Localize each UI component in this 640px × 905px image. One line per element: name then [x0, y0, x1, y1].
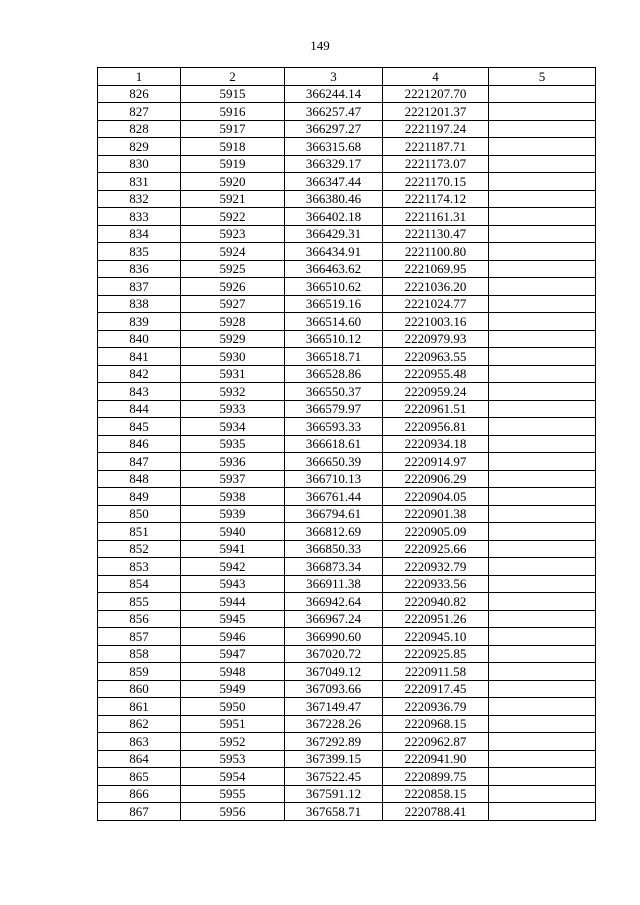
header-cell-2: 2: [181, 68, 285, 86]
table-cell-col-2: 5955: [181, 785, 285, 803]
table-cell-col-2: 5929: [181, 330, 285, 348]
table-cell-col-3: 367522.45: [285, 768, 383, 786]
table-row: [98, 383, 596, 401]
table-row: [98, 698, 596, 716]
table-cell-col-4: 2220941.90: [383, 750, 489, 768]
table-cell-col-3: 366347.44: [285, 173, 383, 191]
table-cell-col-5: [489, 418, 596, 436]
table-row: [98, 313, 596, 331]
table-cell-col-3: 366514.60: [285, 313, 383, 331]
table-row: [98, 558, 596, 576]
table-cell-col-1: 843: [98, 383, 181, 401]
table-body: [98, 85, 596, 820]
table-cell-col-4: 2221003.16: [383, 313, 489, 331]
table-cell-col-5: [489, 470, 596, 488]
table-cell-col-4: 2220788.41: [383, 803, 489, 821]
table-cell-col-1: 851: [98, 523, 181, 541]
table-row: [98, 348, 596, 366]
table-cell-col-3: 366434.91: [285, 243, 383, 261]
table-cell-col-2: 5939: [181, 505, 285, 523]
table-cell-col-3: 366463.62: [285, 260, 383, 278]
table-cell-col-1: 860: [98, 680, 181, 698]
table-cell-col-3: 366518.71: [285, 348, 383, 366]
table-cell-col-4: 2220899.75: [383, 768, 489, 786]
table-cell-col-2: 5942: [181, 558, 285, 576]
table-cell-col-2: 5956: [181, 803, 285, 821]
header-cell-5: 5: [489, 68, 596, 86]
table-cell-col-5: [489, 85, 596, 103]
table-cell-col-2: 5953: [181, 750, 285, 768]
table-row: [98, 540, 596, 558]
table-cell-col-5: [489, 768, 596, 786]
page-number: 149: [310, 38, 330, 53]
table-row: [98, 593, 596, 611]
table-cell-col-3: 366297.27: [285, 120, 383, 138]
table-cell-col-4: 2220904.05: [383, 488, 489, 506]
table-cell-col-3: 366519.16: [285, 295, 383, 313]
table-cell-col-1: 832: [98, 190, 181, 208]
table-cell-col-2: 5940: [181, 523, 285, 541]
table-cell-col-2: 5943: [181, 575, 285, 593]
table-cell-col-3: 366550.37: [285, 383, 383, 401]
table-cell-col-1: 840: [98, 330, 181, 348]
table-cell-col-5: [489, 785, 596, 803]
table-cell-col-5: [489, 663, 596, 681]
table-cell-col-2: 5930: [181, 348, 285, 366]
table-cell-col-4: 2220968.15: [383, 715, 489, 733]
table-cell-col-4: 2220934.18: [383, 435, 489, 453]
table-cell-col-2: 5935: [181, 435, 285, 453]
table-cell-col-1: 837: [98, 278, 181, 296]
table-cell-col-1: 838: [98, 295, 181, 313]
table-cell-col-5: [489, 610, 596, 628]
table-cell-col-4: 2220914.97: [383, 453, 489, 471]
table-cell-col-3: 366618.61: [285, 435, 383, 453]
table-cell-col-5: [489, 400, 596, 418]
table-cell-col-3: 367292.89: [285, 733, 383, 751]
table-cell-col-2: 5918: [181, 138, 285, 156]
table-cell-col-2: 5944: [181, 593, 285, 611]
table-cell-col-1: 830: [98, 155, 181, 173]
table-cell-col-3: 366911.38: [285, 575, 383, 593]
table-cell-col-3: 367399.15: [285, 750, 383, 768]
table-row: [98, 278, 596, 296]
table-row: [98, 488, 596, 506]
table-cell-col-1: 841: [98, 348, 181, 366]
table-cell-col-5: [489, 225, 596, 243]
table-cell-col-4: 2220963.55: [383, 348, 489, 366]
table-cell-col-4: 2221170.15: [383, 173, 489, 191]
table-cell-col-3: 366528.86: [285, 365, 383, 383]
table-cell-col-2: 5952: [181, 733, 285, 751]
header-row: [98, 68, 596, 86]
table-cell-col-4: 2221130.47: [383, 225, 489, 243]
table-cell-col-1: 852: [98, 540, 181, 558]
table-cell-col-1: 859: [98, 663, 181, 681]
table-row: [98, 155, 596, 173]
table-cell-col-5: [489, 138, 596, 156]
table-cell-col-3: 367049.12: [285, 663, 383, 681]
table-cell-col-4: 2220925.66: [383, 540, 489, 558]
table-row: [98, 610, 596, 628]
table-row: [98, 575, 596, 593]
table-cell-col-4: 2220858.15: [383, 785, 489, 803]
table-row: [98, 785, 596, 803]
table-cell-col-4: 2220906.29: [383, 470, 489, 488]
table-cell-col-2: 5920: [181, 173, 285, 191]
table-row: [98, 453, 596, 471]
table-cell-col-5: [489, 365, 596, 383]
table-row: [98, 803, 596, 821]
table-cell-col-3: 366244.14: [285, 85, 383, 103]
table-cell-col-4: 2220901.38: [383, 505, 489, 523]
table-cell-col-5: [489, 103, 596, 121]
table-cell-col-5: [489, 313, 596, 331]
table-row: [98, 750, 596, 768]
table-cell-col-4: 2221187.71: [383, 138, 489, 156]
table-cell-col-1: 863: [98, 733, 181, 751]
table-cell-col-3: 366812.69: [285, 523, 383, 541]
table-row: [98, 120, 596, 138]
table-cell-col-4: 2221161.31: [383, 208, 489, 226]
table-cell-col-2: 5919: [181, 155, 285, 173]
table-cell-col-2: 5934: [181, 418, 285, 436]
table-cell-col-1: 842: [98, 365, 181, 383]
table-cell-col-5: [489, 558, 596, 576]
table-cell-col-4: 2221100.80: [383, 243, 489, 261]
table-cell-col-2: 5933: [181, 400, 285, 418]
table-row: [98, 663, 596, 681]
table-cell-col-5: [489, 593, 596, 611]
table-cell-col-4: 2220911.58: [383, 663, 489, 681]
table-row: [98, 628, 596, 646]
table-row: [98, 243, 596, 261]
table-row: [98, 138, 596, 156]
table-cell-col-1: 836: [98, 260, 181, 278]
table-cell-col-4: 2220925.85: [383, 645, 489, 663]
table-cell-col-1: 862: [98, 715, 181, 733]
coordinates-table: [97, 67, 596, 821]
table-row: [98, 680, 596, 698]
table-cell-col-5: [489, 173, 596, 191]
table-cell-col-2: 5948: [181, 663, 285, 681]
table-cell-col-4: 2221069.95: [383, 260, 489, 278]
table-cell-col-4: 2221024.77: [383, 295, 489, 313]
table-cell-col-2: 5950: [181, 698, 285, 716]
table-row: [98, 365, 596, 383]
table-row: [98, 190, 596, 208]
table-cell-col-1: 850: [98, 505, 181, 523]
table-cell-col-3: 366873.34: [285, 558, 383, 576]
table-cell-col-2: 5947: [181, 645, 285, 663]
table-cell-col-2: 5941: [181, 540, 285, 558]
table-cell-col-3: 366579.97: [285, 400, 383, 418]
table-cell-col-4: 2221201.37: [383, 103, 489, 121]
table-row: [98, 470, 596, 488]
table-cell-col-1: 826: [98, 85, 181, 103]
table-cell-col-4: 2220936.79: [383, 698, 489, 716]
table-cell-col-3: 366942.64: [285, 593, 383, 611]
table-cell-col-5: [489, 453, 596, 471]
table-cell-col-2: 5928: [181, 313, 285, 331]
table-cell-col-1: 854: [98, 575, 181, 593]
table-cell-col-1: 853: [98, 558, 181, 576]
table-cell-col-2: 5923: [181, 225, 285, 243]
table-row: [98, 330, 596, 348]
table-cell-col-4: 2220956.81: [383, 418, 489, 436]
table-cell-col-1: 856: [98, 610, 181, 628]
table-cell-col-3: 367093.66: [285, 680, 383, 698]
table-row: [98, 295, 596, 313]
table-cell-col-5: [489, 208, 596, 226]
table-cell-col-5: [489, 628, 596, 646]
table-cell-col-3: 366510.62: [285, 278, 383, 296]
table-cell-col-4: 2220962.87: [383, 733, 489, 751]
table-cell-col-2: 5916: [181, 103, 285, 121]
table-cell-col-5: [489, 120, 596, 138]
table-cell-col-4: 2221197.24: [383, 120, 489, 138]
table-row: [98, 208, 596, 226]
table-cell-col-1: 828: [98, 120, 181, 138]
table-cell-col-3: 367228.26: [285, 715, 383, 733]
table-cell-col-4: 2221174.12: [383, 190, 489, 208]
table-cell-col-3: 366967.24: [285, 610, 383, 628]
table-cell-col-3: 366510.12: [285, 330, 383, 348]
table-cell-col-2: 5926: [181, 278, 285, 296]
header-cell-1: 1: [98, 68, 181, 86]
table-cell-col-3: 366257.47: [285, 103, 383, 121]
table-cell-col-3: 366710.13: [285, 470, 383, 488]
table-cell-col-1: 844: [98, 400, 181, 418]
table-cell-col-1: 829: [98, 138, 181, 156]
table-cell-col-1: 867: [98, 803, 181, 821]
table-cell-col-5: [489, 243, 596, 261]
table-cell-col-5: [489, 645, 596, 663]
table-cell-col-4: 2220951.26: [383, 610, 489, 628]
table-cell-col-1: 834: [98, 225, 181, 243]
table-cell-col-4: 2220959.24: [383, 383, 489, 401]
table-cell-col-5: [489, 278, 596, 296]
table-cell-col-2: 5954: [181, 768, 285, 786]
table-cell-col-4: 2220955.48: [383, 365, 489, 383]
table-cell-col-2: 5915: [181, 85, 285, 103]
table-cell-col-2: 5945: [181, 610, 285, 628]
table-cell-col-1: 865: [98, 768, 181, 786]
table-cell-col-1: 831: [98, 173, 181, 191]
table-cell-col-3: 367658.71: [285, 803, 383, 821]
table-cell-col-2: 5917: [181, 120, 285, 138]
table-row: [98, 418, 596, 436]
table-cell-col-5: [489, 523, 596, 541]
table-cell-col-2: 5949: [181, 680, 285, 698]
table-row: [98, 768, 596, 786]
table-cell-col-2: 5931: [181, 365, 285, 383]
table-cell-col-1: 839: [98, 313, 181, 331]
table-cell-col-5: [489, 698, 596, 716]
table-cell-col-5: [489, 190, 596, 208]
table-row: [98, 225, 596, 243]
table-cell-col-2: 5938: [181, 488, 285, 506]
table-cell-col-3: 366429.31: [285, 225, 383, 243]
table-cell-col-1: 845: [98, 418, 181, 436]
table-cell-col-5: [489, 348, 596, 366]
table-cell-col-3: 366794.61: [285, 505, 383, 523]
table-cell-col-3: 367149.47: [285, 698, 383, 716]
table-cell-col-3: 367591.12: [285, 785, 383, 803]
header-cell-3: 3: [285, 68, 383, 86]
table-cell-col-5: [489, 260, 596, 278]
table-row: [98, 260, 596, 278]
table-cell-col-5: [489, 295, 596, 313]
table-cell-col-2: 5922: [181, 208, 285, 226]
table-cell-col-4: 2220945.10: [383, 628, 489, 646]
table-cell-col-1: 857: [98, 628, 181, 646]
table-cell-col-5: [489, 505, 596, 523]
table-cell-col-1: 847: [98, 453, 181, 471]
table-cell-col-1: 861: [98, 698, 181, 716]
table-cell-col-5: [489, 330, 596, 348]
table-cell-col-1: 827: [98, 103, 181, 121]
table-row: [98, 85, 596, 103]
table-cell-col-3: 366850.33: [285, 540, 383, 558]
table-cell-col-2: 5937: [181, 470, 285, 488]
table-cell-col-4: 2220940.82: [383, 593, 489, 611]
table-cell-col-5: [489, 803, 596, 821]
table-cell-col-1: 848: [98, 470, 181, 488]
table-header: [98, 68, 596, 86]
table-cell-col-4: 2221207.70: [383, 85, 489, 103]
table-cell-col-3: 366315.68: [285, 138, 383, 156]
table-cell-col-2: 5927: [181, 295, 285, 313]
table-cell-col-3: 366650.39: [285, 453, 383, 471]
table-cell-col-1: 835: [98, 243, 181, 261]
table-cell-col-2: 5924: [181, 243, 285, 261]
table-cell-col-4: 2220961.51: [383, 400, 489, 418]
table-cell-col-4: 2221173.07: [383, 155, 489, 173]
table-cell-col-1: 864: [98, 750, 181, 768]
table-cell-col-5: [489, 733, 596, 751]
table-cell-col-4: 2221036.20: [383, 278, 489, 296]
table-cell-col-5: [489, 383, 596, 401]
table-cell-col-3: 366329.17: [285, 155, 383, 173]
table-row: [98, 523, 596, 541]
table-cell-col-1: 833: [98, 208, 181, 226]
table-row: [98, 173, 596, 191]
table-cell-col-4: 2220979.93: [383, 330, 489, 348]
table-cell-col-5: [489, 435, 596, 453]
table-cell-col-2: 5946: [181, 628, 285, 646]
table-cell-col-1: 855: [98, 593, 181, 611]
table-cell-col-4: 2220932.79: [383, 558, 489, 576]
table-cell-col-3: 366402.18: [285, 208, 383, 226]
table-cell-col-1: 858: [98, 645, 181, 663]
table-cell-col-5: [489, 488, 596, 506]
table-cell-col-5: [489, 155, 596, 173]
table-cell-col-4: 2220917.45: [383, 680, 489, 698]
table-row: [98, 435, 596, 453]
table-cell-col-5: [489, 715, 596, 733]
table-row: [98, 505, 596, 523]
table-row: [98, 645, 596, 663]
table-cell-col-3: 366761.44: [285, 488, 383, 506]
table-cell-col-3: 366593.33: [285, 418, 383, 436]
table-cell-col-5: [489, 750, 596, 768]
table-cell-col-5: [489, 575, 596, 593]
table-cell-col-3: 367020.72: [285, 645, 383, 663]
table-cell-col-5: [489, 680, 596, 698]
table-cell-col-2: 5932: [181, 383, 285, 401]
table-cell-col-2: 5925: [181, 260, 285, 278]
table-row: [98, 400, 596, 418]
table-cell-col-1: 846: [98, 435, 181, 453]
table-cell-col-4: 2220933.56: [383, 575, 489, 593]
table-cell-col-3: 366380.46: [285, 190, 383, 208]
table-cell-col-4: 2220905.09: [383, 523, 489, 541]
table-cell-col-2: 5921: [181, 190, 285, 208]
header-cell-4: 4: [383, 68, 489, 86]
table-row: [98, 733, 596, 751]
table-cell-col-3: 366990.60: [285, 628, 383, 646]
table-cell-col-2: 5936: [181, 453, 285, 471]
table-row: [98, 715, 596, 733]
table-cell-col-1: 866: [98, 785, 181, 803]
table-cell-col-1: 849: [98, 488, 181, 506]
table-row: [98, 103, 596, 121]
table-cell-col-5: [489, 540, 596, 558]
table-cell-col-2: 5951: [181, 715, 285, 733]
